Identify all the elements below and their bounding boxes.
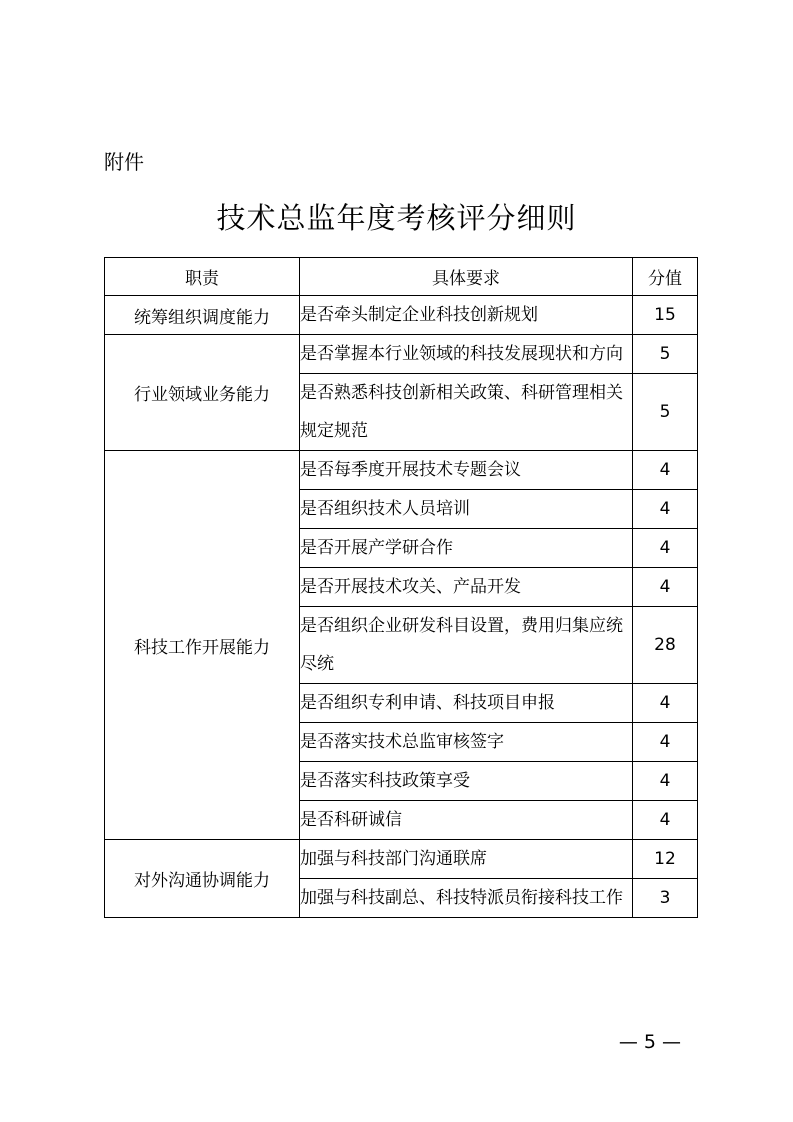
duty-cell-industry: 行业领域业务能力 <box>105 335 300 451</box>
header-score: 分值 <box>633 258 698 296</box>
requirement-cell: 是否组织技术人员培训 <box>300 490 633 529</box>
score-cell: 5 <box>633 374 698 451</box>
requirement-cell: 是否科研诚信 <box>300 801 633 840</box>
duty-cell-planning: 统筹组织调度能力 <box>105 296 300 335</box>
duty-cell-tech-work: 科技工作开展能力 <box>105 451 300 840</box>
requirement-cell: 是否每季度开展技术专题会议 <box>300 451 633 490</box>
requirement-cell: 是否开展产学研合作 <box>300 529 633 568</box>
requirement-cell: 是否组织专利申请、科技项目申报 <box>300 684 633 723</box>
score-cell: 3 <box>633 879 698 918</box>
attachment-label: 附件 <box>104 150 144 174</box>
score-cell: 4 <box>633 762 698 801</box>
scoring-table <box>104 257 698 918</box>
score-cell: 15 <box>633 296 698 335</box>
requirement-cell: 是否掌握本行业领域的科技发展现状和方向 <box>300 335 633 374</box>
score-cell: 4 <box>633 568 698 607</box>
score-cell: 4 <box>633 684 698 723</box>
table-row <box>105 296 698 335</box>
requirement-cell: 是否组织企业研发科目设置，费用归集应统尽统 <box>300 607 633 684</box>
table-row <box>105 335 698 374</box>
score-cell: 28 <box>633 607 698 684</box>
document-title: 技术总监年度考核评分细则 <box>216 201 577 235</box>
header-duty: 职责 <box>105 258 300 296</box>
page-number: — 5 — <box>618 1031 681 1053</box>
score-cell: 12 <box>633 840 698 879</box>
requirement-cell: 是否落实技术总监审核签字 <box>300 723 633 762</box>
requirement-cell: 是否落实科技政策享受 <box>300 762 633 801</box>
requirement-cell: 加强与科技部门沟通联席 <box>300 840 633 879</box>
header-requirement: 具体要求 <box>300 258 633 296</box>
table-row <box>105 451 698 490</box>
duty-cell-communication: 对外沟通协调能力 <box>105 840 300 918</box>
score-cell: 4 <box>633 490 698 529</box>
requirement-cell: 是否熟悉科技创新相关政策、科研管理相关规定规范 <box>300 374 633 451</box>
score-cell: 4 <box>633 451 698 490</box>
score-cell: 4 <box>633 801 698 840</box>
requirement-cell: 是否开展技术攻关、产品开发 <box>300 568 633 607</box>
table-row <box>105 840 698 879</box>
requirement-cell: 是否牵头制定企业科技创新规划 <box>300 296 633 335</box>
score-cell: 4 <box>633 723 698 762</box>
score-cell: 4 <box>633 529 698 568</box>
score-cell: 5 <box>633 335 698 374</box>
table-header-row <box>105 258 698 296</box>
requirement-cell: 加强与科技副总、科技特派员衔接科技工作 <box>300 879 633 918</box>
